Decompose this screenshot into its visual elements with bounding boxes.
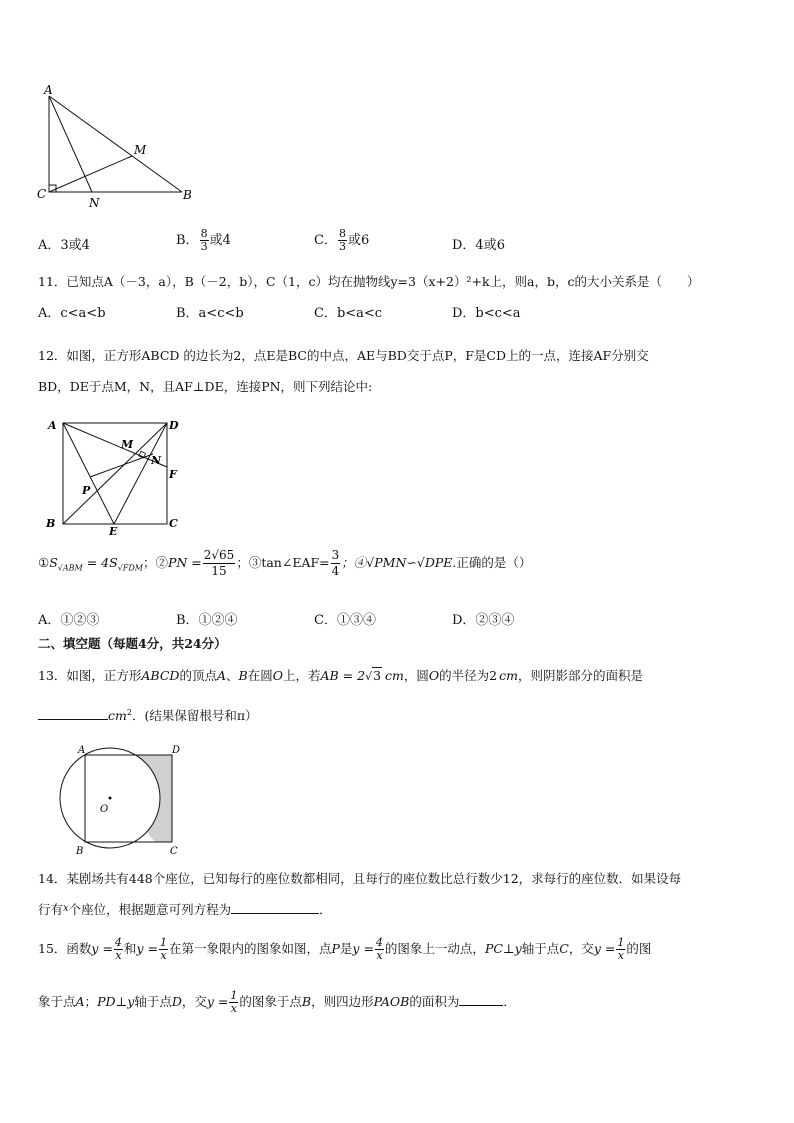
sq-label-C: C bbox=[169, 517, 178, 530]
c1-sub2: √FDM bbox=[117, 563, 143, 573]
c1-prefix: ① bbox=[38, 555, 50, 570]
q10-c-prefix: C． bbox=[314, 233, 337, 248]
sq-label-D: D bbox=[169, 419, 179, 432]
sq-label-F: F bbox=[169, 468, 177, 481]
c4: ；④√PMN∽√DPE. bbox=[341, 555, 457, 570]
c1-mid: = 4S bbox=[82, 555, 118, 570]
q10-b-fraction: $\frac{8}{3}$ bbox=[200, 227, 208, 253]
q12-line2: BD，DE于点M，N，且AF⊥DE，连接PN，则下列结论中: bbox=[38, 379, 373, 394]
label-C: C bbox=[37, 187, 47, 201]
q14-line2: 行有$^x$个座位，根据题意可列方程为 ． bbox=[38, 902, 332, 917]
label-B: B bbox=[183, 188, 192, 202]
label-A: A bbox=[44, 83, 53, 97]
q10-option-d: D．4或6 bbox=[452, 238, 505, 253]
q11-option-c: C．b<a<c bbox=[314, 306, 383, 321]
c3-fraction: $\frac{3}{4}$ bbox=[331, 548, 340, 578]
q12-conclusions bbox=[38, 548, 531, 579]
q12-option-d: D．②③④ bbox=[452, 613, 515, 628]
q11-option-a: A．c<a<b bbox=[38, 306, 106, 321]
q12-option-a: A．①②③ bbox=[38, 613, 100, 628]
c1-sub1: √ABM bbox=[57, 563, 83, 573]
q10-c-suffix: 或6 bbox=[347, 233, 370, 248]
section-heading: 二、填空题（每题4分，共24分） bbox=[38, 636, 227, 651]
q10-b-suffix: 或4 bbox=[209, 233, 231, 248]
square-figure bbox=[40, 414, 190, 536]
sq-label-N: N bbox=[151, 454, 162, 467]
triangle-figure bbox=[30, 82, 205, 212]
q13-line1: 13．如图，正方形ABCD的顶点A、B在圆O上，若AB = 2√3 cm，圆O的半径为2 cm，则阴影部分的面积是 bbox=[38, 668, 643, 683]
cs-label-O: O bbox=[100, 804, 109, 815]
q15-answer-blank[interactable] bbox=[459, 1005, 503, 1006]
q15-frac5: $\frac{1}{x}$ bbox=[230, 989, 238, 1015]
q11-stem: 11．已知点A（－3，a），B（－2，b），C（1，c）均在抛物线y=3（x+2）²+k上，则a，b，c的大小关系是（ ） bbox=[38, 274, 700, 289]
cs-label-B: B bbox=[76, 846, 84, 857]
q11-option-b: B．a<c<b bbox=[176, 306, 244, 321]
sq-label-E: E bbox=[109, 525, 118, 536]
sq-label-A: A bbox=[48, 419, 57, 432]
q15-line1: 15．函数y = $\frac{4}{x}$ 和y = $\frac{1}{x}$ 在第一象限内的图象如图，点P是y = $\frac{4}{x}$ 的图象上一动点，PC⊥y轴于点C，交y = $\frac{1}{x}$ 的图 bbox=[38, 936, 652, 962]
c-tail: 正确的是（） bbox=[456, 555, 532, 570]
c1-s: S bbox=[49, 555, 58, 570]
c2-prefix: ；② bbox=[142, 555, 168, 570]
q13-line2: $cm^2$．(结果保留根号和π） bbox=[38, 706, 258, 724]
q10-option-a: A．3或4 bbox=[38, 238, 90, 253]
q11-option-d: D．b<c<a bbox=[452, 306, 521, 321]
q15-frac4: $\frac{1}{x}$ bbox=[617, 936, 625, 962]
c3-prefix: ；③tan∠EAF= bbox=[236, 555, 330, 570]
q10-c-fraction: $\frac{8}{3}$ bbox=[338, 227, 346, 253]
cs-label-C: C bbox=[170, 846, 178, 857]
q10-b-prefix: B． bbox=[176, 233, 199, 248]
cs-label-D: D bbox=[172, 745, 181, 756]
q12-option-b: B．①②④ bbox=[176, 613, 238, 628]
sq-label-M: M bbox=[121, 438, 134, 451]
label-M: M bbox=[134, 143, 147, 157]
c2-fraction: $\frac{2√65}{15}$ bbox=[203, 548, 235, 578]
sq-label-P: P bbox=[82, 484, 91, 497]
cs-label-A: A bbox=[78, 745, 86, 756]
label-N: N bbox=[89, 196, 100, 210]
q10-option-b bbox=[176, 228, 231, 253]
c2-lhs: PN = bbox=[167, 555, 202, 570]
q10-option-c bbox=[314, 228, 369, 253]
q15-frac2: $\frac{1}{x}$ bbox=[159, 936, 167, 962]
q13-answer-blank[interactable] bbox=[38, 719, 108, 720]
q12-line1: 12．如图，正方形ABCD 的边长为2，点E是BC的中点，AE与BD交于点P，F是CD上的一点，连接AF分别交 bbox=[38, 348, 649, 363]
q15-frac1: $\frac{4}{x}$ bbox=[114, 936, 122, 962]
q15-line2: 象于点A；PD⊥y轴于点D，交y = $\frac{1}{x}$ 的图象于点B，则四边形PAOB的面积为 ． bbox=[38, 989, 516, 1015]
q14-line1: 14．某剧场共有448个座位，已知每行的座位数都相同，且每行的座位数比总行数少12，求每行的座位数．如果设每 bbox=[38, 871, 682, 886]
q12-option-c: C．①③④ bbox=[314, 613, 376, 628]
sq-label-B: B bbox=[46, 517, 56, 530]
circle-square-figure bbox=[52, 740, 192, 860]
q15-frac3: $\frac{4}{x}$ bbox=[375, 936, 383, 962]
q14-answer-blank[interactable] bbox=[231, 913, 319, 914]
